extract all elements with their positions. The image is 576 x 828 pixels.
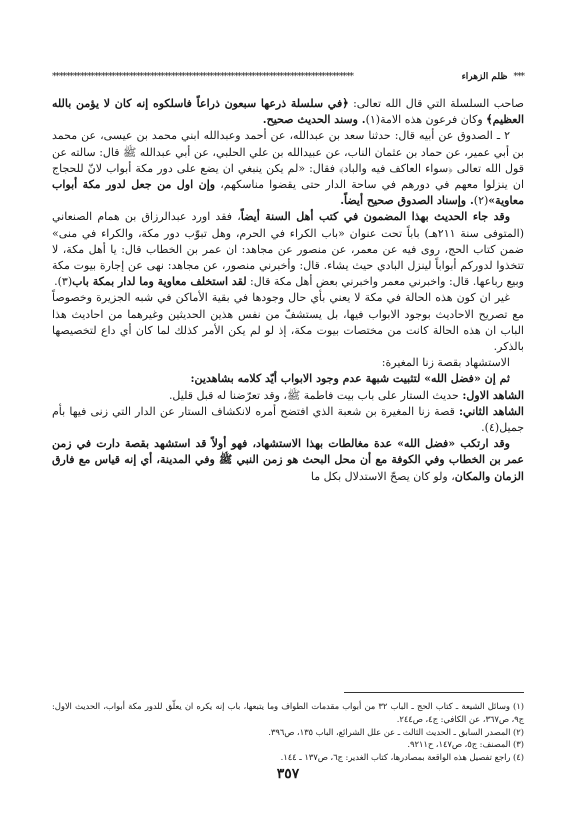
footnote: (١) وسائل الشيعة ـ كتاب الحج ـ الباب ٣٢ من أبواب مقدمات الطواف وما يتبعها، باب إنه يكره ان يعلّق للدور مكة أبواب، الحديث الاول: ج٩، ص٣٦٧، عن الكافي: ج٤، ص٢٤٤. — [52, 701, 524, 724]
paragraph — [52, 128, 524, 209]
text-run: غير ان كون هذه الحالة في مكة لا يعني بأي حال وجودها في بقية الأماكن في شبه الجزيرة وخصوصاً مع تصريح الاحاديث بوجود الابواب فيها، بل يستشفّ من نفس هذين الحديثين وغيرهما من احاديث هذا الباب ان هذه الحالة كانت من مختصات بيوت مكة، إذ لو لم يكن الأمر كذلك لما كان أي داع لتخصيصها بالذكر. — [52, 291, 524, 354]
bold-text-run: وإن اول من جعل لدور مكة أبواب معاوية» — [52, 178, 524, 208]
paragraph — [52, 209, 524, 290]
text-run: (١) — [365, 113, 381, 127]
text-run: ، ولو كان يصحّ الاستدلال بكل ما — [310, 469, 455, 483]
text-run: ٢ ـ الصدوق عن أبيه قال: حدثنا سعد بن عبدالله، عن أحمد وعبدالله ابني محمد بن عيسى، عن محمد بن أبي عمير، عن حماد بن عثمان الناب، عن عبيدالله بن علي الحلبي، عن أبي عبدالله ﷺ قال: سالته عن قول الله تعالى ﴿سواء العاكف فيه والباد﴾ فقال: «لم يكن ينبغي ان يضع على دور مكة أبواب لانّ للحجاج ان ينزلوا معهم في دورهم في ساحة الدار حتى يقضوا مناسكهم، — [52, 129, 525, 192]
text-run: . — [54, 275, 58, 289]
paragraph — [52, 290, 524, 355]
bold-text-run: لقد استخلف معاوية وما لدار بمكة باب — [72, 275, 247, 289]
paragraph — [52, 371, 524, 387]
text-run: قصة زنا المغيرة بن شعبة الذي افتضح أمره لانكشاف الستار عن الدار التي زنى فيها بأم جميل — [52, 404, 524, 435]
page-number: ٣٥٧ — [276, 766, 300, 782]
text-run: الاستشهاد بقصة زنا المغيرة: — [381, 356, 510, 370]
bold-text-run: الشاهد الثاني: — [459, 404, 524, 418]
bold-text-run: وقد ارتكب «فضل الله» عدة مغالطات بهذا الاستشهاد، فهو أولاً قد استشهد بقصة دارت في زمن عمر بن الخطاب وفي الكوفة مع أن محل البحث هو زمن النبي ﷺ وفي المدينة، أي إنه قياس مع فارق الزمان والمكان — [52, 437, 524, 483]
footnote-separator — [344, 692, 524, 693]
bold-text-run: ﴿في سلسلة ذرعها سبعون ذراعاً فاسلكوه إنه كان لا يؤمن بالله العظيم﴾ — [52, 97, 524, 127]
text-run: (٤) — [484, 421, 500, 435]
running-header — [52, 70, 524, 84]
paragraph — [52, 436, 524, 485]
bold-text-run: وقد جاء الحديث بهذا المضمون في كتب أهل السنة أيضاً — [240, 210, 511, 224]
bold-text-run: الشاهد الاول: — [462, 388, 524, 402]
footnote: (٢) المصدر السابق ـ الحديث الثالث ـ عن علل الشرائع، الباب ١٣٥، ص٣٩٦. — [268, 726, 524, 737]
paragraph — [52, 404, 524, 436]
bold-text-run: . وإسناد الصدوق صحيح أيضاً. — [340, 194, 474, 208]
text-run: ، فقد اورد عبدالرزاق بن همام الصنعاني (المتوفى سنة ٢١١هـ) باباً تحت عنوان «باب الكراء في الحرم، وهل تبوّب دور مكة، والكراء في منى» ضمن كتاب الحج، روى فيه عن معمر، عن منصور عن مجاهد: ان عمر بن الخطاب قال: يا أهل مكة، لا تتخذوا لدوركم أبواباً لينزل البادي حيث يشاء. قال: وأخبرني منصور، عن مجاهد: نهى عن إجارة بيوت مكة وبيع رباعها. قال: واخبرني معمر واخبرني بعض أهل مكة قال: — [52, 210, 524, 289]
main-text — [52, 96, 524, 485]
text-run: (٢) — [473, 194, 489, 208]
text-run: وكان فرعون هذه الامة — [380, 113, 487, 127]
bold-text-run: ثم إن «فضل الله» لتثبيت شبهة عدم وجود الابواب أيّد كلامه بشاهدين: — [190, 372, 510, 386]
running-title: ظلم الزهراء — [461, 72, 508, 82]
header-ornament-rule: ************************************************************************************** — [52, 72, 353, 82]
footnote: (٣) المصنف: ج٥، ص١٤٧، ح٩٢١١. — [407, 739, 524, 750]
paragraph — [52, 355, 524, 371]
paragraph — [52, 388, 524, 404]
text-run: صاحب السلسلة التي قال الله تعالى: — [348, 97, 524, 110]
text-run: حديث الستار على باب بيت فاطمة ﷺ، وقد تعرّضنا له قبل قليل. — [168, 388, 463, 402]
text-run: (٣) — [57, 275, 73, 289]
text-run: . — [481, 421, 485, 435]
paragraph — [52, 96, 524, 128]
bold-text-run: . وسند الحديث صحيح. — [262, 113, 366, 127]
header-ornament-right: *** — [513, 72, 524, 82]
footnote: (٤) راجع تفصيل هذه الواقعة بمصادرها، كتاب الغدير: ج٦، ص١٣٧ ـ ١٤٤. — [280, 752, 524, 763]
footnotes — [52, 700, 524, 764]
